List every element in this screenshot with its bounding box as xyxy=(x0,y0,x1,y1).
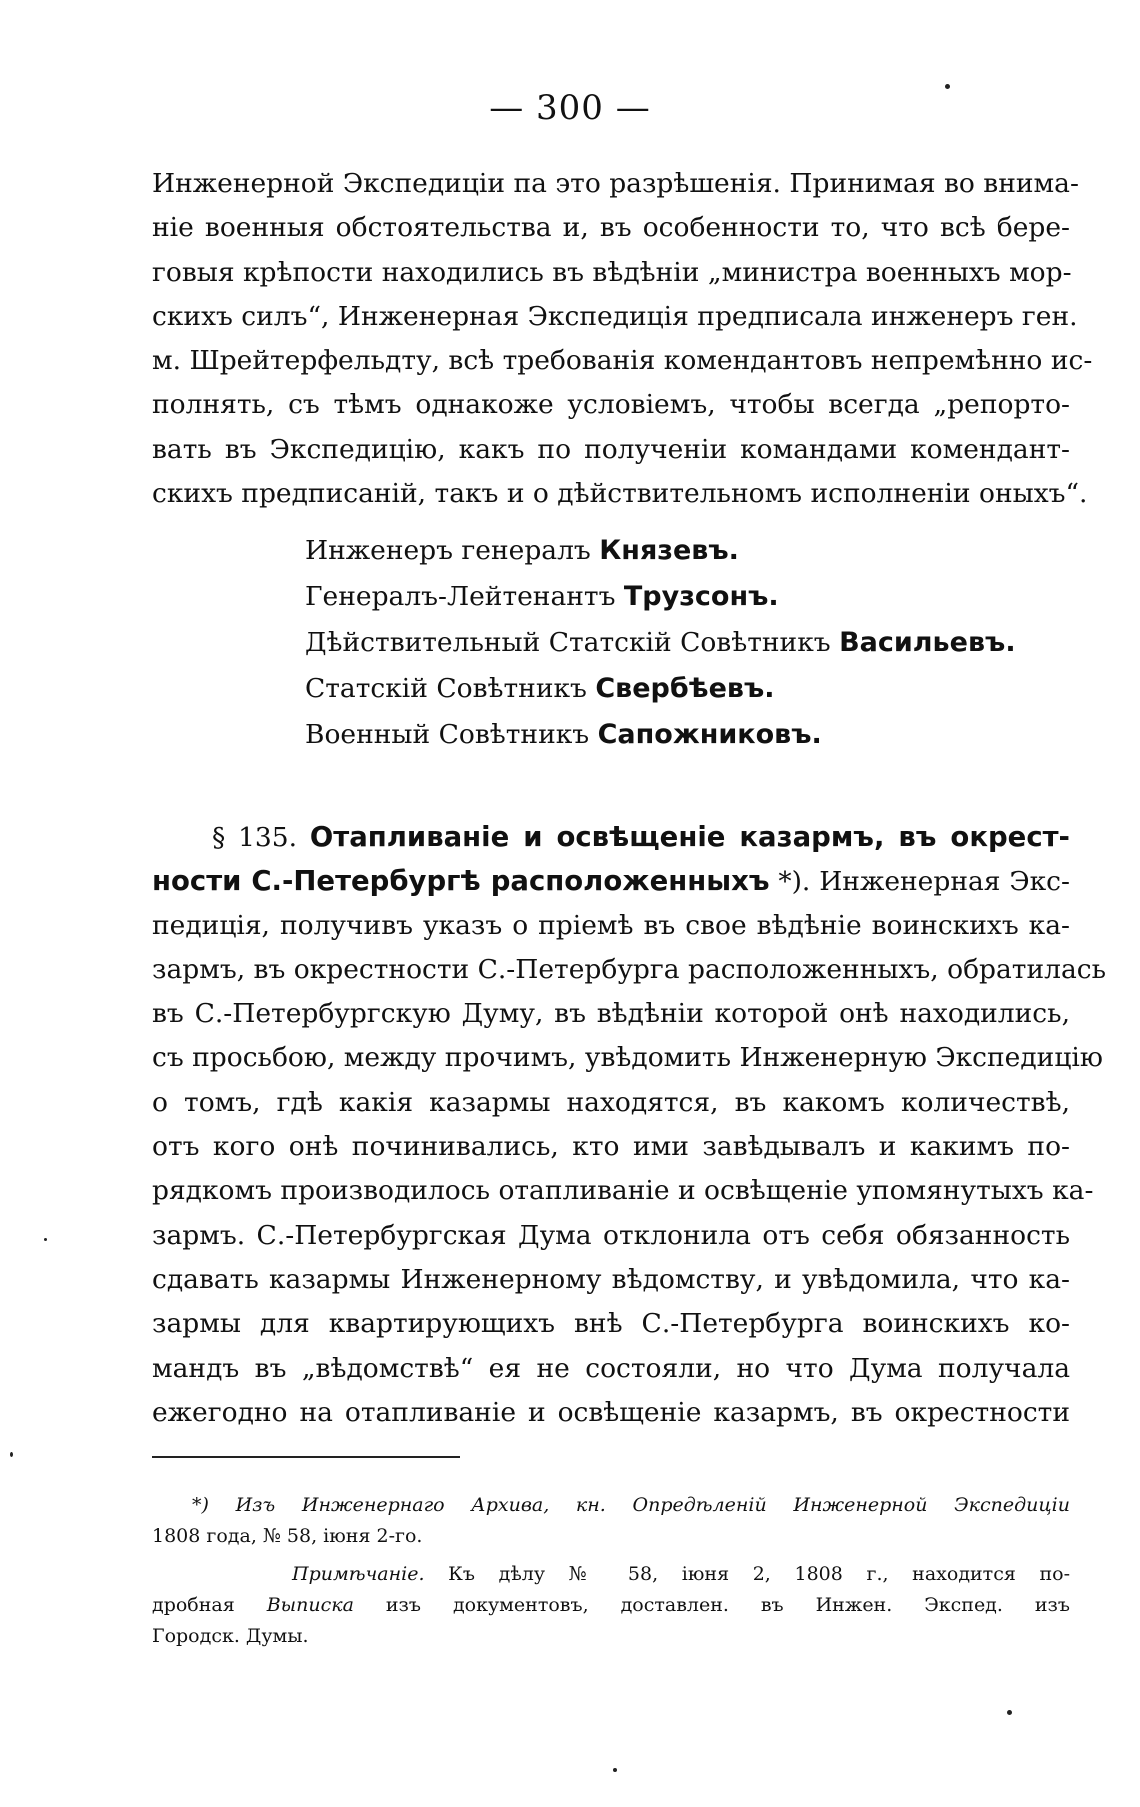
text-fragment-italic: Выписка xyxy=(266,1594,354,1616)
text-line: мандъ въ „вѣдомствѣ“ ея не состояли, но что Дума получала xyxy=(152,1352,1070,1384)
text-line: ніе военныя обстоятельства и, въ особенности то, что всѣ бере- xyxy=(152,212,1070,244)
footnote-line xyxy=(152,1490,1070,1521)
signature-line xyxy=(305,620,1016,666)
signature-line xyxy=(305,574,1016,620)
signature-name: Трузсонъ. xyxy=(623,581,779,612)
signature-title: Дѣйствительный Статскій Совѣтникъ xyxy=(305,627,831,658)
text-line: съ просьбою, между прочимъ, увѣдомить Инженерную Экспедицію xyxy=(152,1042,1103,1074)
section-heading: Отапливаніе и освѣщеніе казармъ, въ окрест- xyxy=(309,821,1070,853)
text-line: въ С.-Петербургскую Думу, въ вѣдѣніи которой онѣ находились, xyxy=(152,998,1070,1030)
footnote-1 xyxy=(152,1490,1070,1552)
text-line: Инженерной Экспедиціи па это разрѣшенія. Принимая во внима- xyxy=(152,168,1079,199)
text-fragment: изъ документовъ, доставлен. въ Инжен. Экспед. изъ xyxy=(385,1594,1070,1616)
speck xyxy=(613,1768,617,1772)
signatures-block xyxy=(305,528,1016,758)
text-line: скихъ предписаній, такъ и о дѣйствительномъ исполненіи оныхъ“. xyxy=(152,478,1088,510)
signature-line xyxy=(305,528,1016,574)
footnote-divider xyxy=(152,1456,460,1458)
signature-title: Генералъ-Лейтенантъ xyxy=(305,581,616,612)
text-line: рядкомъ производилось отапливаніе и освѣщеніе упомянутыхъ ка- xyxy=(152,1175,1094,1207)
signature-line xyxy=(305,666,1016,712)
signature-name: Васильевъ. xyxy=(839,627,1016,658)
text-line: ежегодно на отапливаніе и освѣщеніе казармъ, въ окрестности xyxy=(152,1396,1070,1428)
footnote-line xyxy=(152,1559,1070,1590)
text-line: о томъ, гдѣ какія казармы находятся, въ какомъ количествѣ, xyxy=(152,1086,1070,1118)
speck xyxy=(1007,1710,1012,1715)
paragraph-continued xyxy=(152,162,1093,516)
footnote-line xyxy=(152,1590,1070,1621)
signature-title: Статскій Совѣтникъ xyxy=(305,673,587,704)
section-135 xyxy=(152,815,1107,1435)
signature-name: Князевъ. xyxy=(599,535,739,566)
signature-line xyxy=(305,712,1016,758)
footnote-line: Городск. Думы. xyxy=(152,1625,309,1647)
text-line: зармы для квартирующихъ внѣ С.-Петербурга воинскихъ ко- xyxy=(152,1308,1070,1340)
page-number: — 300 — xyxy=(489,88,651,128)
text-fragment: Къ дѣлу № 58, іюня 2, 1808 г., находится по- xyxy=(448,1563,1070,1585)
text-line: говыя крѣпости находились въ вѣдѣніи „министра военныхъ мор- xyxy=(152,256,1072,288)
footnote-line: 1808 года, № 58, іюня 2-го. xyxy=(152,1525,423,1547)
section-heading-line xyxy=(152,859,1070,903)
speck xyxy=(945,84,950,89)
section-number: § 135. xyxy=(212,822,298,853)
text-fragment: Инженерная Экс- xyxy=(819,866,1070,898)
text-line: сдавать казармы Инженерному вѣдомству, и увѣдомила, что ка- xyxy=(152,1263,1070,1295)
footnote-mark: *) xyxy=(192,1494,209,1516)
text-line: вать въ Экспедицію, какъ по полученіи командами комендант- xyxy=(152,433,1070,465)
signature-name: Сапожниковъ. xyxy=(597,719,822,750)
note-label: Примѣчаніе. xyxy=(292,1563,425,1585)
footnote-note xyxy=(152,1559,1070,1652)
signature-title: Военный Совѣтникъ xyxy=(305,719,590,750)
signature-name: Свербѣевъ. xyxy=(595,673,775,704)
footnote-mark: *). xyxy=(778,866,811,898)
text-line: полнять, съ тѣмъ однакоже условіемъ, чтобы всегда „репорто- xyxy=(152,389,1070,421)
signature-title: Инженеръ генералъ xyxy=(305,535,591,566)
text-line: зармъ. С.-Петербургская Дума отклонила отъ себя обязанность xyxy=(152,1219,1070,1251)
section-heading-line xyxy=(152,815,1070,859)
footnote-source: Изъ Инженернаго Архива, кн. Опредѣленій Инженерной Экспедиціи xyxy=(235,1494,1070,1516)
text-line: отъ кого онѣ починивались, кто ими завѣдывалъ и какимъ по- xyxy=(152,1131,1070,1163)
section-heading-cont: ности С.-Петербургѣ расположенныхъ xyxy=(152,865,770,898)
speck xyxy=(44,1238,47,1241)
text-fragment: дробная xyxy=(152,1594,235,1616)
text-line: зармъ, въ окрестности С.-Петербурга расположенныхъ, обратилась xyxy=(152,953,1107,985)
text-line: м. Шрейтерфельдту, всѣ требованія комендантовъ непремѣнно ис- xyxy=(152,345,1093,377)
text-line: педиція, получивъ указъ о пріемѣ въ свое вѣдѣніе воинскихъ ка- xyxy=(152,909,1070,941)
text-line: скихъ силъ“, Инженерная Экспедиція предписала инженеръ ген. xyxy=(152,300,1078,332)
speck xyxy=(10,1452,13,1457)
